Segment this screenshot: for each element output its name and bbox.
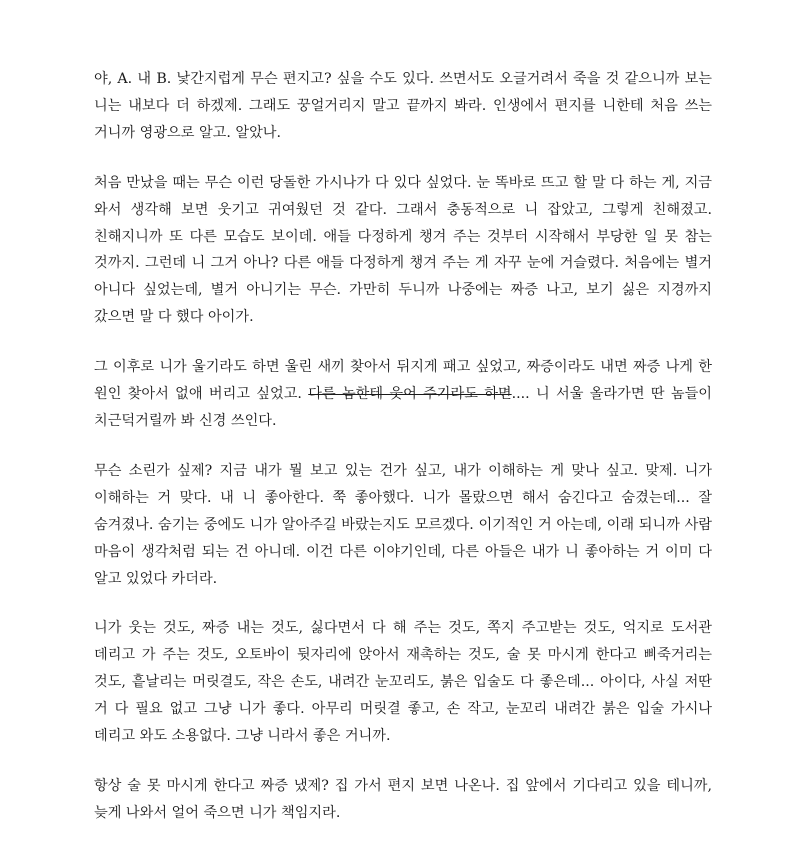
- letter-paragraph-1: 야, A. 내 B. 낯간지럽게 무슨 편지고? 싶을 수도 있다. 쓰면서도 오글거려서 죽을 것 같으니까 보는 니는 내보다 더 하겠제. 그래도 꿍얼거리지 말고 끝까지 봐라. 인생에서 편지를 니한테 처음 쓰는 거니까 영광으로 알고. 알았나.: [94, 71, 712, 141]
- letter-paragraph-2: 처음 만났을 때는 무슨 이런 당돌한 가시나가 다 있다 싶었다. 눈 똑바로 뜨고 할 말 다 하는 게, 지금 와서 생각해 보면 웃기고 귀여웠던 것 같다. 그래서 충동적으로 니 잡았고, 그렇게 친해졌고. 친해지니까 또 다른 모습도 보이데. 애들 다정하게 챙겨 주는 것부터 시작해서 부당한 일 못 참는 것까지. 그런데 니 그거 아나? 다른 애들 다정하게 챙겨 주는 게 자꾸 눈에 거슬렸다. 처음에는 별거 아니다 싶었는데, 별거 아니기는 무슨. 가만히 두니까 나중에는 짜증 나고, 보기 싫은 지경까지 갔으면 말 다 했다 아이가.: [94, 174, 712, 326]
- struck-through-text: 다른 놈한테 웃어 주기라도 하면: [308, 386, 512, 403]
- letter-paragraph-6: 항상 술 못 마시게 한다고 짜증 냈제? 집 가서 편지 보면 나온나. 집 앞에서 기다리고 있을 테니까, 늦게 나와서 얼어 죽으면 니가 책임지라.: [94, 777, 712, 821]
- paragraph-3-tail-text: .... 니 서울 올라가면 딴 놈들이 치근덕거릴까 봐 신경 쓰인다.: [94, 386, 712, 429]
- letter-body: [94, 66, 712, 850]
- paragraph-3-lead-text: 그 이후로 니가 울기라도 하면 울린 새끼 찾아서 뒤지게 패고 싶었고, 짜증이라도 내면 짜증 나게 한 원인 찾아서 없애 버리고 싶었고.: [94, 359, 712, 403]
- letter-paragraph-5: 니가 웃는 것도, 짜증 내는 것도, 싫다면서 다 해 주는 것도, 쪽지 주고받는 것도, 억지로 도서관 데리고 가 주는 것도, 오토바이 뒷자리에 앉아서 재촉하는 것도, 술 못 마시게 한다고 삐죽거리는 것도, 흩날리는 머릿결도, 작은 손도, 내려간 눈꼬리도, 붉은 입술도 다 좋은데... 아이다, 사실 저딴 거 다 필요 없고 그냥 니가 좋다. 아무리 머릿결 좋고, 손 작고, 눈꼬리 내려간 붉은 입술 가시나 데리고 와도 소용없다. 그냥 니라서 좋은 거니까.: [94, 620, 712, 745]
- letter-paragraph-4: 무슨 소린가 싶제? 지금 내가 뭘 보고 있는 건가 싶고, 내가 이해하는 게 맞나 싶고. 맞제. 니가 이해하는 거 맞다. 내 니 좋아한다. 쭉 좋아했다. 니가 몰랐으면 해서 숨긴다고 숨겼는데... 잘 숨겨졌나. 숨기는 중에도 니가 알아주길 바랐는지도 모르겠다. 이기적인 거 아는데, 이래 되니까 사람 마음이 생각처럼 되는 건 아니데. 이건 다른 이야기인데, 다른 아들은 내가 니 좋아하는 거 이미 다 알고 있었다 카더라.: [94, 462, 712, 587]
- letter-paragraph-3: [94, 354, 712, 435]
